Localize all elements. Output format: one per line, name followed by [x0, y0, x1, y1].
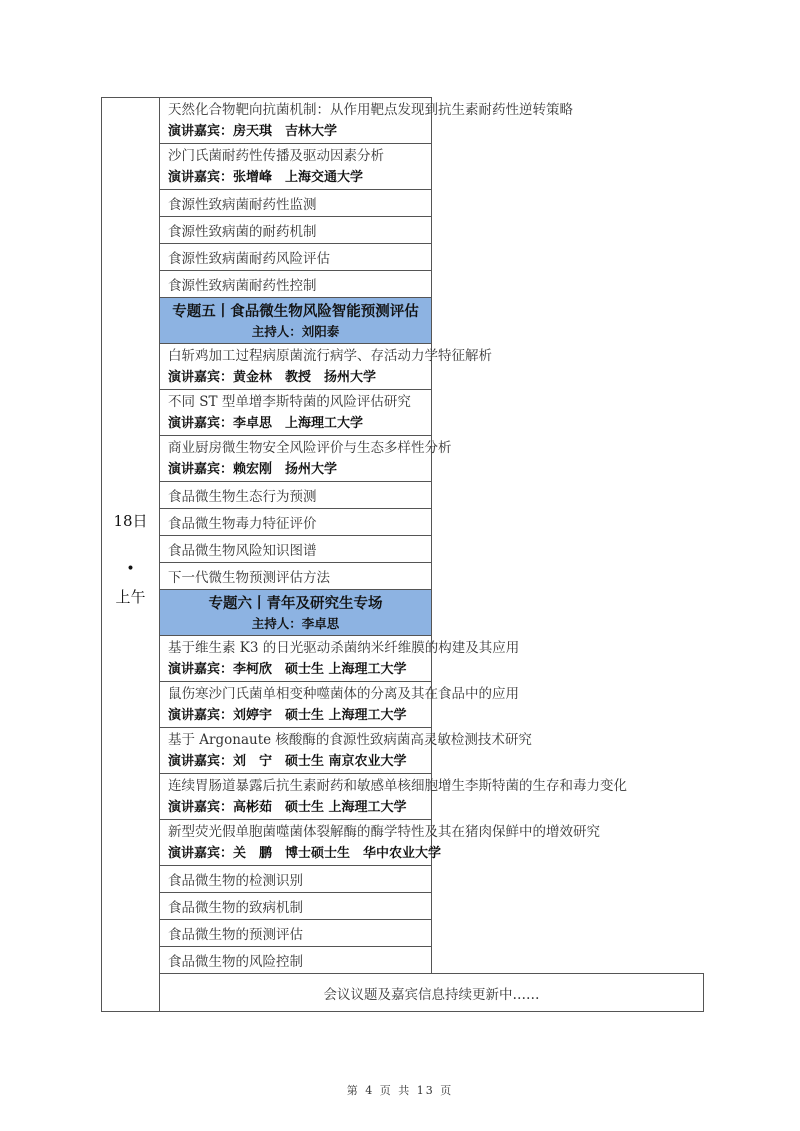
talk-speaker: 演讲嘉宾：高彬茹 硕士生 上海理工大学: [168, 799, 407, 815]
topic-item: 食源性致病菌的耐药机制: [168, 224, 317, 240]
table-row: [102, 144, 704, 190]
talk-speaker: 演讲嘉宾：李柯欣 硕士生 上海理工大学: [168, 661, 407, 677]
table-row: [102, 190, 704, 217]
day-date: 18日: [113, 512, 148, 530]
topic-item: 食品微生物的检测识别: [168, 873, 303, 889]
talk-title: 基于维生素 K3 的日光驱动杀菌纳米纤维膜的构建及其应用: [168, 639, 520, 656]
agenda-item: [160, 390, 432, 436]
table-row: [102, 390, 704, 436]
table-row: [102, 893, 704, 920]
table-row: [102, 866, 704, 893]
agenda-item: [160, 344, 492, 390]
talk-title: 连续胃肠道暴露后抗生素耐药和敏感单核细胞增生李斯特菌的生存和毒力变化: [168, 777, 627, 794]
talk-speaker: 演讲嘉宾：刘 宁 硕士生 南京农业大学: [168, 753, 407, 769]
topic-item: 食品微生物生态行为预测: [168, 489, 317, 505]
agenda-item: [160, 563, 432, 590]
topic-item: 食品微生物的预测评估: [168, 927, 303, 943]
table-row: [102, 217, 704, 244]
update-note: 会议议题及嘉宾信息持续更新中……: [160, 974, 704, 1012]
topic-item: 下一代微生物预测评估方法: [168, 570, 330, 586]
talk-title: 不同 ST 型单增李斯特菌的风险评估研究: [168, 393, 411, 410]
table-row: [102, 536, 704, 563]
agenda-item: [160, 244, 432, 271]
table-row: [102, 563, 704, 590]
schedule-table: [101, 97, 704, 1012]
topic-item: 食品微生物的风险控制: [168, 954, 303, 970]
page-number: 第 4 页 共 13 页: [346, 1084, 454, 1097]
talk-title: 基于 Argonaute 核酸酶的食源性致病菌高灵敏检测技术研究: [168, 731, 532, 748]
table-row: [102, 271, 704, 298]
topic-header-row: [102, 298, 704, 344]
table-row: [102, 344, 704, 390]
talk-title: 沙门氏菌耐药性传播及驱动因素分析: [168, 147, 384, 164]
agenda-item: [160, 947, 432, 974]
table-row: [102, 482, 704, 509]
topic5-host: 主持人：刘阳泰: [251, 323, 340, 339]
day-cell: [102, 98, 160, 1012]
talk-title: 鼠伤寒沙门氏菌单相变种噬菌体的分离及其在食品中的应用: [168, 685, 519, 702]
topic-item: 食品微生物毒力特征评价: [168, 516, 317, 532]
topic5-title: 专题五丨食品微生物风险智能预测评估: [172, 303, 419, 320]
agenda-item: [160, 509, 432, 536]
agenda-item: [160, 217, 432, 244]
talk-speaker: 演讲嘉宾：李卓思 上海理工大学: [168, 415, 364, 431]
agenda-item: [160, 682, 519, 728]
topic-item: 食品微生物风险知识图谱: [168, 543, 317, 559]
talk-title: 商业厨房微生物安全风险评价与生态多样性分析: [168, 439, 452, 456]
talk-title: 白斩鸡加工过程病原菌流行病学、存活动力学特征解析: [168, 347, 492, 364]
footer-row: [102, 974, 704, 1012]
agenda-item: [160, 98, 573, 144]
topic-header-row: [102, 590, 704, 636]
table-row: [102, 509, 704, 536]
agenda-item: [160, 866, 432, 893]
table-row: [102, 820, 704, 866]
agenda-item: [160, 636, 520, 682]
agenda-item: [160, 820, 600, 866]
topic5-header: [160, 298, 432, 344]
topic6-header: [160, 590, 432, 636]
table-row: [102, 682, 704, 728]
topic-item: 食源性致病菌耐药性监测: [168, 197, 317, 213]
topic6-host: 主持人：李卓思: [251, 615, 340, 631]
table-row: [102, 436, 704, 482]
talk-speaker: 演讲嘉宾：黄金林 教授 扬州大学: [168, 369, 377, 385]
talk-title: 新型荧光假单胞菌噬菌体裂解酶的酶学特性及其在猪肉保鲜中的增效研究: [168, 823, 600, 840]
talk-speaker: 演讲嘉宾：张增峰 上海交通大学: [168, 169, 364, 185]
table-row: [102, 244, 704, 271]
agenda-item: [160, 482, 432, 509]
agenda-item: [160, 774, 627, 820]
table-row: [102, 774, 704, 820]
agenda-item: [160, 271, 432, 298]
agenda-item: [160, 920, 432, 947]
talk-speaker: 演讲嘉宾：房天琪 吉林大学: [168, 123, 338, 139]
talk-speaker: 演讲嘉宾：关 鹏 博士硕士生 华中农业大学: [168, 845, 442, 861]
table-row: [102, 636, 704, 682]
agenda-item: [160, 893, 432, 920]
agenda-item: [160, 536, 432, 563]
agenda-item: [160, 436, 452, 482]
day-period: 上午: [115, 588, 146, 606]
talk-speaker: 演讲嘉宾：刘婷宇 硕士生 上海理工大学: [168, 707, 407, 723]
agenda-item: [160, 728, 532, 774]
topic6-title: 专题六丨青年及研究生专场: [208, 595, 383, 612]
talk-speaker: 演讲嘉宾：赖宏刚 扬州大学: [168, 461, 338, 477]
topic-item: 食品微生物的致病机制: [168, 900, 303, 916]
table-row: [102, 98, 704, 144]
day-separator: •: [126, 561, 135, 577]
talk-title: 天然化合物靶向抗菌机制：从作用靶点发现到抗生素耐药性逆转策略: [168, 101, 573, 118]
table-row: [102, 728, 704, 774]
topic-item: 食源性致病菌耐药风险评估: [168, 251, 330, 267]
table-row: [102, 947, 704, 974]
agenda-item: [160, 144, 432, 190]
table-row: [102, 920, 704, 947]
agenda-item: [160, 190, 432, 217]
topic-item: 食源性致病菌耐药性控制: [168, 278, 317, 294]
